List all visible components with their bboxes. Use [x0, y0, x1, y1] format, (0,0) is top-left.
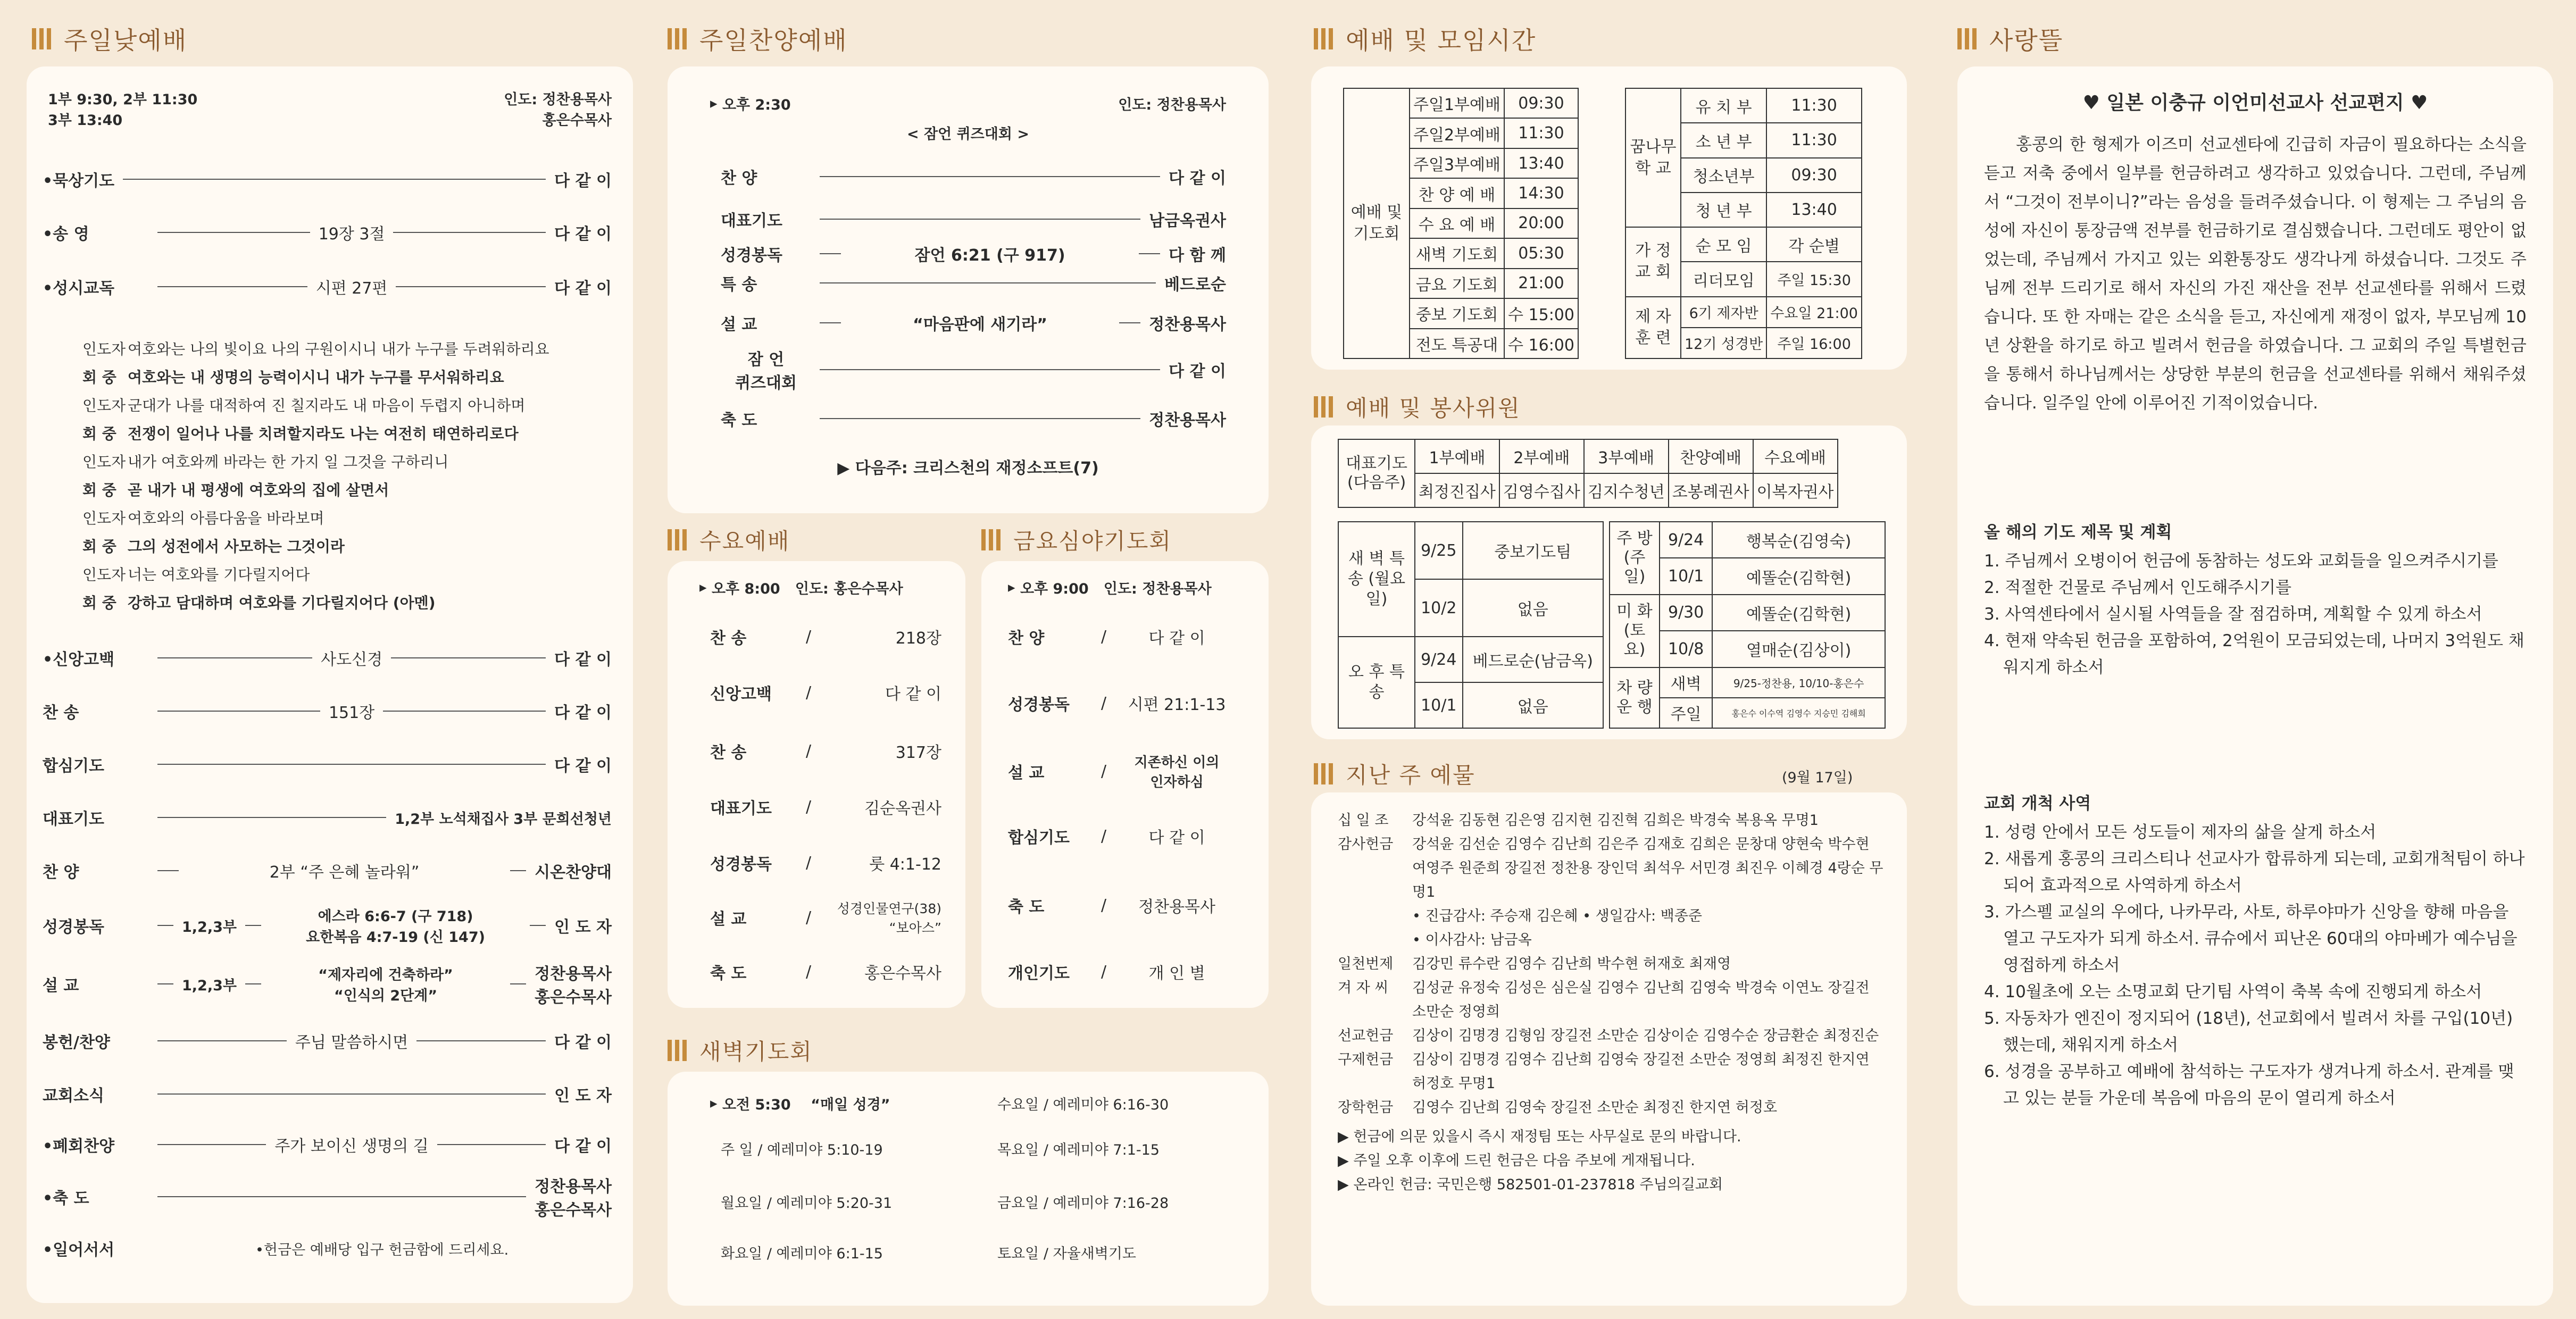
order-item — [43, 221, 612, 244]
group-times-table: 꿈나무 학 교 유 치 부 11:30 소 년 부 11:30 청소년부 09:30 청 년 부 13:40 가 정 교 회 순 모 임 각 순별 리더모임 주일 15:30 제 자 훈 련 6기 제자반 수요일 21:00 12기 성경반 주일 16:00 — [1625, 88, 1862, 359]
service-table: 주 방 (주일) 9/24 행복순(김영숙) 10/1 예똘순(김학현) 미 화 (토요) 9/30 예똘순(김학현) 10/8 열매순(김상이) 차 량 운 행 새벽 9/25-정찬용, 10/10-홍은수 주일 홍은수 이수역 김영수 지승민 김해희 — [1609, 521, 1886, 729]
pm-row: 축 도 정찬용목사 — [721, 411, 1226, 430]
pm-leader: 인도: 정찬용목사 — [1118, 97, 1226, 113]
order-item: 교회소식 인 도 자 — [43, 1087, 612, 1105]
worship-times-table: 예배 및 기도회 주일1부예배 09:30 주일2부예배 11:30 주일3부예배 13:40 찬 양 예 배 14:30 수 요 예 배 20:00 새벽 기도회 05:30 금요 기도회 21:00 중보 기도회 수 15:00 전도 특공대 수 16:00 — [1343, 88, 1579, 359]
offering-row: 겨 자 씨 김성균 유정숙 김성은 심은실 김영수 김난희 김영숙 박경숙 이연노 장길전 소만순 정영희 — [1338, 980, 1870, 1020]
order-item: 설 교 1,2,3부 “제자리에 건축하라” “인식의 2단계” 정찬용목사 홍은수목사 — [43, 965, 612, 1007]
committee-card — [1311, 425, 1907, 739]
reading-line: 회 중 곧 내가 내 평생에 여호와의 집에 살면서 — [82, 481, 389, 499]
wed-row: 축 도 / 홍은수목사 — [710, 962, 941, 983]
dawn-reading: 월요일 / 예레미야 5:20-31 — [721, 1195, 893, 1212]
item-mid: 시편 27편 — [315, 279, 388, 298]
order-item: 성경봉독 1,2,3부 에스라 6:6-7 (구 718) 요한복음 4:7-19 (신 147) 인 도 자 — [43, 908, 612, 946]
offering-row: 구제헌금 김상이 김명경 김영수 김난희 김영숙 장길전 소만순 정영희 최정진 한지연 허정호 무명1 — [1338, 1051, 1870, 1092]
title-bars-icon — [1314, 28, 1336, 49]
plan-list: 1. 주님께서 오병이어 헌금에 동참하는 성도와 교회들을 일으켜주시기를 2. 적절한 건물로 주님께서 인도해주시기를 3. 사역센타에서 실시될 사역들을 잘 점검하며, 계획할 수 있게 하소서 4. 현재 약속된 헌금을 포함하여, 2억원이 모금되었는데, 나머지 3억원도 채워지게 하소서 — [1984, 552, 2524, 677]
worship-group: 예배 및 기도회 — [1344, 88, 1410, 358]
order-item: 대표기도 1,2부 노석채집사 3부 문희선청년 — [43, 810, 612, 829]
offering-row: 감사헌금 강석윤 김선순 김영수 김난희 김은주 김재호 김희은 문창대 양현숙 박수현 여영주 원준희 장길전 정찬용 장인덕 최석우 서민경 최진우 이혜경 4랑순 무명1 — [1338, 836, 1883, 900]
reading-line: 인도자 군대가 나를 대적하여 진 칠지라도 내 마음이 두렵지 아니하며 — [82, 397, 526, 414]
order-item: 봉헌/찬양 주님 말씀하시면 다 같 이 — [43, 1033, 612, 1052]
title-bars-icon — [668, 28, 690, 49]
love-garden-title: 사랑뜰 — [1957, 21, 2063, 56]
order-item: •신앙고백 사도신경 다 같 이 — [43, 650, 612, 669]
item-label: •송 영 — [43, 225, 89, 244]
dawn-time: ▸ 오전 5:30 “매일 성경” — [710, 1095, 890, 1113]
plan-title: 올 해의 기도 제목 및 계획 — [1984, 523, 2172, 542]
afternoon-worship-card — [668, 66, 1269, 513]
offering-list — [1338, 808, 1886, 1197]
dawn-reading: 토요일 / 자율새벽기도 — [997, 1246, 1136, 1262]
order-item — [43, 275, 612, 298]
fri-time: ▸ 오후 9:00 인도: 정찬용목사 — [1008, 579, 1212, 597]
wed-row: 성경봉독 / 룻 4:1-12 — [710, 853, 941, 874]
item-right: 다 같 이 — [554, 172, 612, 190]
sunday-worship-card — [27, 66, 633, 1303]
prayer-table: 대표기도 (다음주) 1부예배 2부예배 3부예배 찬양예배 수요예배 최정진집사 김영수집사 김지수청년 조봉례권사 이복자권사 — [1338, 439, 1838, 508]
wed-row: 찬 송 / 317장 — [710, 741, 941, 762]
mission-list: 1. 성령 안에서 모든 성도들이 제자의 삶을 살게 하소서 2. 새롭게 홍콩의 크리스티나 선교사가 합류하게 되는데, 교회개척팀이 하나되어 효과적으로 사역하게 하소서 3. 가스펠 교실의 우에다, 나카무라, 사토, 하루야마가 신앙을 향해 마음을 열고 구도자가 되게 하소서. 큐슈에서 피난온 60대의 야마베가 예수님을 영접하게 하소서 4. 10월초에 오는 소명교회 단기팀 사역이 축복 속에 진행되게 하소서 5. 자동차가 엔진이 정지되어 (18년), 선교회에서 빌려서 차를 구입(10년)했는데, 채워지게 하소서 6. 성경을 공부하고 예배에 참석하는 구도자가 생겨나게 하소서. 관계를 맺고 있는 분들 가운데 복음에 마음의 문이 열리게 하소서 — [1984, 823, 2525, 1108]
fri-row: 합심기도 / 다 같 이 — [1008, 827, 1205, 847]
dawn-reading: 금요일 / 예레미야 7:16-28 — [997, 1195, 1169, 1212]
order-item: 찬 양 2부 “주 은혜 놀라워” 시온찬양대 — [43, 863, 612, 882]
order-item: 합심기도 다 같 이 — [43, 757, 612, 775]
pm-row: 대표기도 남금옥권사 — [721, 212, 1226, 230]
meeting-times-card — [1311, 66, 1907, 370]
wednesday-title: 수요예배 — [668, 524, 790, 556]
offering-row: • 이사감사: 남금옥 — [1412, 932, 1532, 948]
order-item: •축 도 정찬용목사 홍은수목사 — [43, 1178, 612, 1220]
reading-line: 인도자 여호와의 아름다움을 바라보며 — [82, 510, 324, 527]
item-right: 다 같 이 — [554, 225, 612, 244]
reading-line: 인도자 여호와는 나의 빛이요 나의 구원이시니 내가 누구를 두려워하리요 — [82, 340, 549, 358]
offering-note: ▶ 온라인 헌금: 국민은행 582501-01-237818 주님의길교회 — [1338, 1176, 1723, 1193]
item-label: •성시교독 — [43, 279, 115, 298]
committee-title: 예배 및 봉사위원 — [1314, 391, 1521, 423]
offering-note: ▶ 헌금에 의문 있을시 즉시 재정팀 또는 사무실로 문의 바랍니다. — [1338, 1129, 1741, 1145]
responsive-reading — [82, 335, 620, 617]
offering-title: 지난 주 예물 — [1314, 758, 1475, 790]
order-item: 찬 송 151장 다 같 이 — [43, 704, 612, 722]
pm-subtitle: < 잠언 퀴즈대회 > — [907, 126, 1029, 143]
title-bars-icon — [981, 529, 1004, 550]
service-time-2: 3부 13:40 — [48, 112, 123, 129]
dawn-prayer-title: 새벽기도회 — [668, 1034, 813, 1066]
title-bars-icon — [1314, 763, 1336, 784]
offering-card — [1311, 792, 1907, 1306]
leaders — [504, 88, 612, 129]
wed-row: 설 교 / 성경인물연구(38) “보아스” — [710, 901, 941, 936]
offering-note: ▶ 주일 오후 이후에 드린 헌금은 다음 주보에 게재됩니다. — [1338, 1153, 1695, 1169]
pm-row: 잠 언 퀴즈대회 다 같 이 — [735, 350, 1226, 393]
mission-title: 교회 개척 사역 — [1984, 794, 2091, 813]
meeting-times-title: 예배 및 모임시간 — [1314, 21, 1536, 56]
fri-row: 찬 양 / 다 같 이 — [1008, 627, 1205, 648]
leader-2: 홍은수목사 — [542, 112, 612, 129]
dawn-prayer-card — [668, 1072, 1269, 1306]
mission-letter-card — [1957, 66, 2553, 1306]
pm-row: 성경봉독 잠언 6:21 (구 917) 다 함 께 — [721, 246, 1226, 265]
reading-line: 회 중 여호와는 내 생명의 능력이시니 내가 누구를 무서워하리요 — [82, 369, 504, 386]
sunday-worship-title — [32, 21, 187, 56]
dawn-reading: 목요일 / 예레미야 7:1-15 — [997, 1142, 1160, 1158]
wed-time: ▸ 오후 8:00 인도: 홍은수목사 — [699, 579, 903, 597]
service-time-1: 1부 9:30, 2부 11:30 — [48, 91, 198, 108]
section-title: 주일낮예배 — [64, 26, 188, 55]
offering-row: 장학헌금 김영수 김난희 김영숙 장길전 소만순 최정진 한지연 허정호 — [1338, 1099, 1778, 1116]
wed-row: 신앙고백 / 다 같 이 — [710, 683, 941, 704]
offering-row: 십 일 조 강석윤 김동현 김은영 김지현 김진혁 김희은 박경숙 복용옥 무명1 — [1338, 812, 1819, 829]
offering-date: (9월 17일) — [1782, 770, 1853, 786]
pm-row: 특 송 베드로순 — [721, 276, 1226, 294]
order-item — [43, 168, 612, 191]
reading-line: 회 중 강하고 담대하며 여호와를 기다릴지어다 (아멘) — [82, 594, 436, 612]
reading-line: 회 중 그의 성전에서 사모하는 그것이라 — [82, 538, 345, 555]
item-right: 다 같 이 — [554, 279, 612, 298]
offering-row: • 진급감사: 주승재 김은혜 • 생일감사: 백종준 — [1412, 908, 1702, 924]
title-bars-icon — [668, 1040, 690, 1061]
order-item: •폐회찬양 주가 보이신 생명의 길 다 같 이 — [43, 1137, 612, 1156]
order-item: •일어서서 •헌금은 예배당 입구 헌금함에 드리세요. — [43, 1241, 509, 1259]
afternoon-worship-title: 주일찬양예배 — [668, 21, 848, 56]
dawn-reading: 수요일 / 예레미야 6:16-30 — [997, 1097, 1169, 1113]
letter-body: 홍콩의 한 형제가 이즈미 선교센타에 긴급히 자금이 필요하다는 소식을 듣고 저축 중에서 일부를 헌금하려고 생각하고 있었습니다. 그런데, 주님께서 “그것이 전부이니?”라는 음성을 들려주셨습니다. 이 형제는 그 주님의 음성에 자신이 통장금액 전부를 헌금하기로 결심했습니다. 그런데도 평안이 없었는데, 주님께서 가지고 있는 외환통장도 생각나게 하셨습니다. 그것도 주님께 전부 드리기로 해서 자신의 가진 재산을 전부 선교센타를 위해서 드렸습니다. 또 한 자매는 같은 소식을 듣고, 자신에게 재정이 없자, 부모님께 10년 상환을 하기로 하고 빌려서 헌금을 하였습니다. 그 교회의 주일 특별헌금을 통해서 하나님께서는 상당한 부분의 헌금을 선교센타를 위해서 채워주셨습니다. 일주일 안에 이루어진 기적이었습니다. — [1984, 135, 2527, 413]
pm-row: 찬 양 다 같 이 — [721, 169, 1226, 188]
pm-time: ▸ 오후 2:30 — [710, 95, 791, 113]
reading-line: 인도자 너는 여호와를 기다릴지어다 — [82, 566, 310, 583]
item-label: •묵상기도 — [43, 172, 115, 190]
dawn-reading: 화요일 / 예레미야 6:1-15 — [721, 1246, 883, 1262]
wed-row: 찬 송 / 218장 — [710, 627, 941, 648]
fri-row: 성경봉독 / 시편 21:1-13 — [1008, 694, 1226, 714]
wednesday-card — [668, 561, 965, 1008]
fri-row: 축 도 / 정찬용목사 — [1008, 896, 1215, 916]
wed-row: 대표기도 / 김순옥권사 — [710, 797, 941, 818]
item-mid: 19장 3절 — [318, 225, 385, 244]
title-bars-icon — [1314, 396, 1336, 418]
special-table: 새 벽 특송 (월요일) 9/25 중보기도팀 10/2 없음 오 후 특송 9/24 베드로순(남금옥) 10/1 없음 — [1338, 521, 1604, 729]
friday-title: 금요심야기도회 — [981, 524, 1172, 556]
leader-1: 인도: 정찬용목사 — [504, 91, 612, 108]
title-bars-icon — [1957, 28, 1980, 49]
title-bars-icon — [668, 529, 690, 550]
letter-title: ♥ 일본 이충규 이언미선교사 선교편지 ♥ — [2082, 92, 2428, 114]
pm-row: 설 교 “마음판에 새기라” 정찬용목사 — [721, 315, 1226, 334]
fri-row: 개인기도 / 개 인 별 — [1008, 962, 1205, 983]
reading-line: 회 중 전쟁이 일어나 나를 치려할지라도 나는 여전히 태연하리로다 — [82, 425, 519, 443]
fri-row: 설 교 / 지존하신 이의 인자하심 — [1008, 755, 1220, 790]
offering-row: 일천번제 김강민 류수란 김영수 김난희 박수현 허재호 최재영 — [1338, 956, 1731, 972]
service-times — [48, 88, 197, 129]
next-week: ▶ 다음주: 크리스천의 재정소프트(7) — [837, 459, 1099, 478]
friday-card — [981, 561, 1269, 1008]
dawn-reading: 주 일 / 예레미야 5:10-19 — [721, 1142, 883, 1158]
title-bars-icon — [32, 28, 54, 49]
reading-line: 인도자 내가 여호와께 바라는 한 가지 일 그것을 구하리니 — [82, 453, 449, 471]
offering-row: 선교헌금 김상이 김명경 김형임 장길전 소만순 김상이순 김영수순 장금환순 최정진순 — [1338, 1028, 1879, 1044]
